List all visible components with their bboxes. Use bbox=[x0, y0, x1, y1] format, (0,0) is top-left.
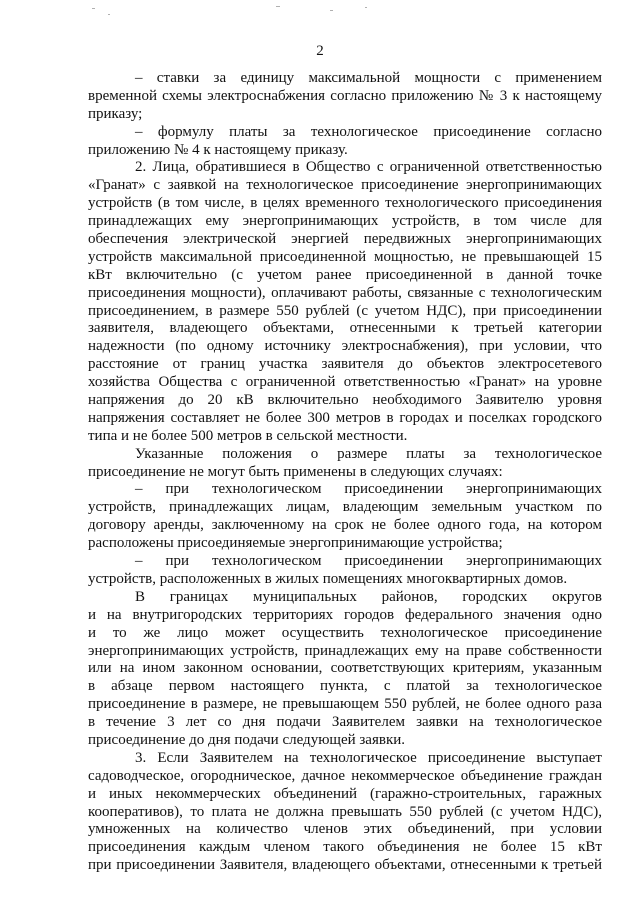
text-line: и иных некоммерческих объединений (гаражно-строительных, гаражных bbox=[88, 785, 602, 802]
text-line: в течение 3 лет со дня подачи Заявителем заявки на технологическое bbox=[88, 714, 602, 731]
text-line: присоединения каждым членом такого объединения не более 15 кВт bbox=[88, 839, 602, 856]
paragraph-exceptions-intro bbox=[88, 446, 602, 482]
text-line: В границах муниципальных районов, городских округов bbox=[135, 588, 602, 605]
text-line: устройств максимальной присоединенной мощностью, не превышающей 15 bbox=[88, 248, 602, 265]
scan-speck bbox=[365, 7, 367, 8]
text-line: надежности (по одному источнику электроснабжения), при условии, что bbox=[88, 338, 602, 355]
text-line: в абзаце первом настоящего пункта, с платой за технологическое bbox=[88, 678, 602, 695]
paragraph-municipal-limits bbox=[88, 589, 602, 750]
paragraph-fee-formula bbox=[88, 124, 602, 160]
text-line: кооперативов), то плата не должна превышать 550 рублей (с учетом НДС), bbox=[88, 803, 602, 820]
text-line: устройств (в том числе, в целях временного технологического присоединения bbox=[88, 195, 602, 212]
text-line: расстояние от границ участка заявителя до объектов электросетевого bbox=[88, 356, 602, 373]
paragraph-exception-lease bbox=[88, 481, 602, 553]
text-line: или на ином законном основании, соответствующих критериям, указанным bbox=[88, 660, 602, 677]
text-line: заявителя, владеющего объектами, отнесенными к третьей категории bbox=[88, 320, 602, 337]
text-line: напряжения составляет не более 300 метров в городах и поселках городского bbox=[88, 409, 602, 426]
text-line: при присоединении Заявителя, владеющего объектами, отнесенными к третьей bbox=[88, 857, 602, 874]
text-line: временной схемы электроснабжения согласно приложению № 3 к настоящему bbox=[88, 87, 602, 104]
scan-speck bbox=[330, 10, 333, 11]
scan-speck bbox=[92, 8, 95, 9]
text-line: и на внутригородских территориях городов федерального значения одно bbox=[88, 606, 602, 623]
paragraph-exception-apartments bbox=[88, 553, 602, 589]
text-line: 2. Лица, обратившиеся в Общество с ограниченной ответственностью bbox=[135, 159, 602, 176]
text-line: присоединение не могут быть применены в следующих случаях: bbox=[88, 463, 503, 480]
text-line: присоединение до дня подачи следующей заявки. bbox=[88, 731, 406, 748]
text-line: расположены присоединяемые энергопринимающие устройства; bbox=[88, 535, 503, 552]
text-line: приказу; bbox=[88, 105, 143, 122]
paragraph-item-2 bbox=[88, 159, 602, 445]
text-line: Указанные положения о размере платы за технологическое bbox=[135, 445, 602, 462]
text-line: – формулу платы за технологическое присоединение согласно bbox=[135, 123, 602, 140]
scan-speck bbox=[276, 6, 280, 7]
text-line: приложению № 4 к настоящему приказу. bbox=[88, 141, 348, 158]
paragraph-item-3 bbox=[88, 750, 602, 875]
text-line: устройств, расположенных в жилых помещениях многоквартирных домов. bbox=[88, 570, 568, 587]
text-line: напряжения до 20 кВ включительно необходимого Заявителю уровня bbox=[88, 392, 602, 409]
text-line: 3. Если Заявителем на технологическое присоединение выступает bbox=[135, 749, 602, 766]
document-body bbox=[88, 70, 602, 875]
text-line: присоединения мощности), оплачивают работы, связанные с технологическим bbox=[88, 284, 602, 301]
text-line: – при технологическом присоединении энергопринимающих bbox=[135, 553, 602, 570]
text-line: принадлежащих ему энергопринимающих устройств, в том числе для bbox=[88, 213, 602, 230]
text-line: – при технологическом присоединении энергопринимающих bbox=[135, 481, 602, 498]
text-line: присоединение в размере, не превышающем 550 рублей, не более одного раза bbox=[88, 696, 602, 713]
text-line: умноженных на количество членов этих объединений, при условии bbox=[88, 821, 602, 838]
paragraph-rates-temporary-scheme bbox=[88, 70, 602, 124]
text-line: присоединением, в размере 550 рублей (с учетом НДС), при присоединении bbox=[88, 302, 602, 319]
text-line: и то же лицо может осуществить технологическое присоединение bbox=[88, 624, 602, 641]
text-line: устройств, принадлежащих лицам, владеющим земельным участком по bbox=[88, 499, 602, 516]
scan-speck bbox=[108, 14, 110, 15]
text-line: обеспечения электрической энергией передвижных энергопринимающих bbox=[88, 231, 602, 248]
text-line: хозяйства Общества с ограниченной ответственностью «Гранат» на уровне bbox=[88, 374, 602, 391]
text-line: энергопринимающих устройств, принадлежащих ему на праве собственности bbox=[88, 642, 602, 659]
page-number: 2 bbox=[316, 43, 324, 59]
text-line: типа и не более 500 метров в сельской местности. bbox=[88, 427, 408, 444]
text-line: «Гранат» с заявкой на технологическое присоединение энергопринимающих bbox=[88, 177, 602, 194]
text-line: договору аренды, заключенному на срок не более одного года, на котором bbox=[88, 517, 602, 534]
text-line: – ставки за единицу максимальной мощности с применением bbox=[135, 70, 602, 86]
text-line: кВт включительно (с учетом ранее присоединенной в данной точке bbox=[88, 266, 602, 283]
text-line: садоводческое, огородническое, дачное некоммерческое объединение граждан bbox=[88, 767, 602, 784]
